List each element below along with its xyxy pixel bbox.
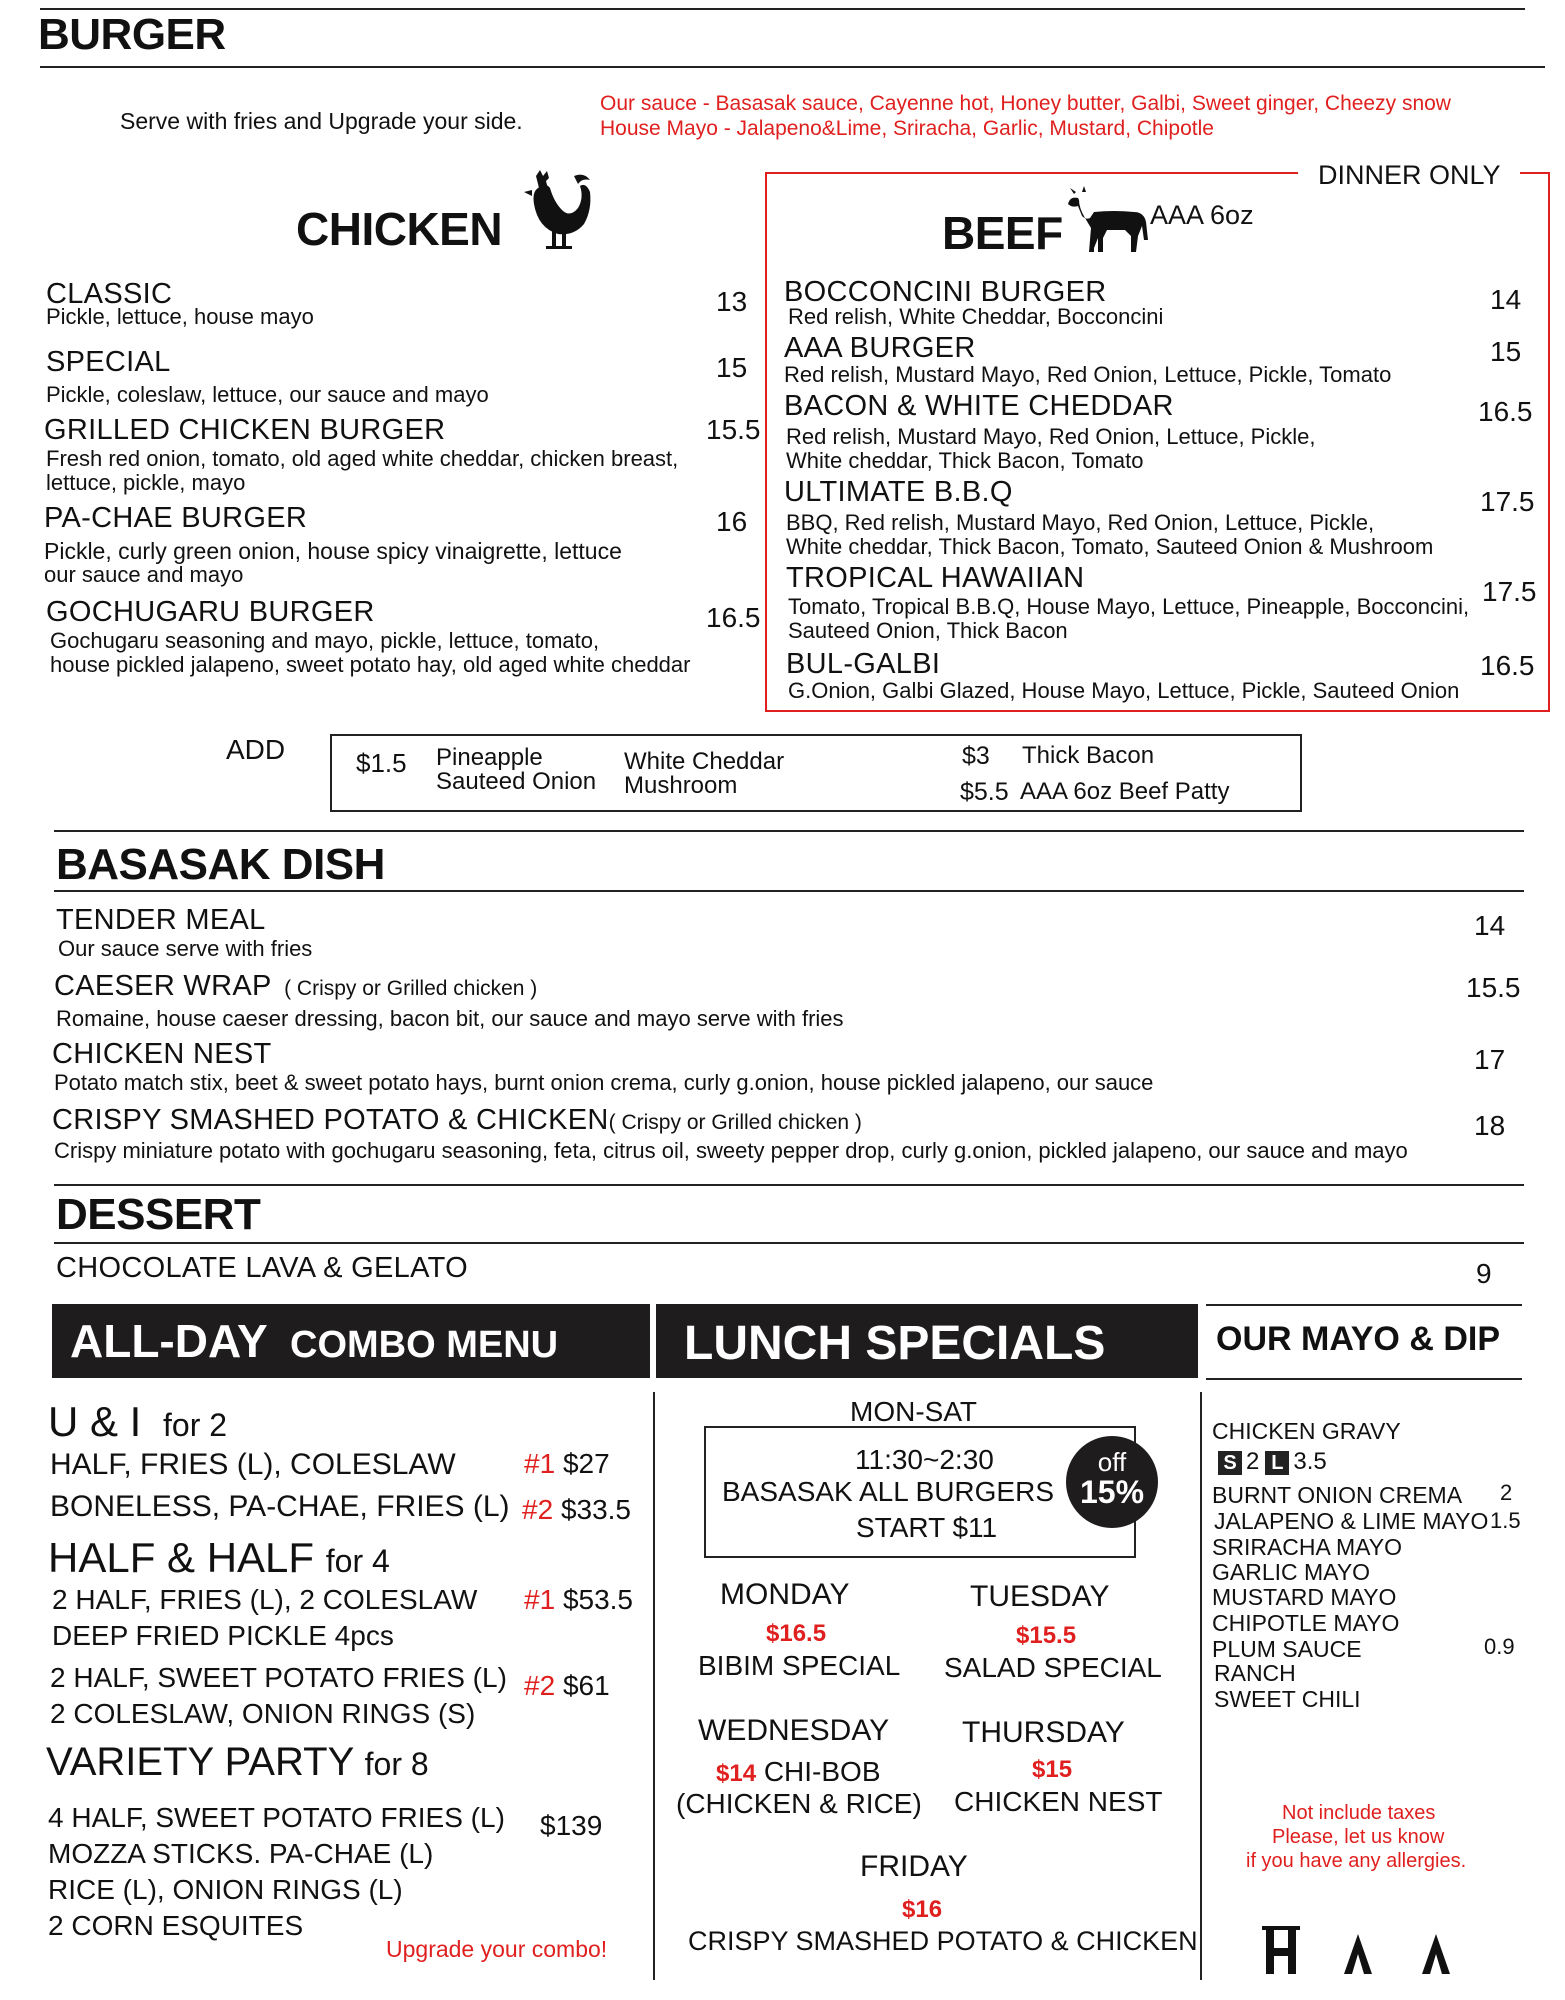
add-option: Mushroom: [624, 772, 738, 799]
mayo-price: 2: [1500, 1480, 1513, 1505]
combo-line: 2 CORN ESQUITES: [48, 1910, 304, 1941]
combo-price-value: $27: [562, 1448, 610, 1479]
day-item: CRISPY SMASHED POTATO & CHICKEN: [688, 1926, 1198, 1956]
combo-line: BONELESS, PA-CHAE, FRIES (L): [50, 1490, 510, 1523]
burger-section-title: BURGER: [38, 10, 226, 59]
list-item: [786, 562, 1469, 643]
discount-badge: [1066, 1436, 1158, 1528]
item-desc: Romaine, house caeser dressing, bacon bit, our sauce and mayo serve with fries: [56, 1006, 844, 1031]
combo-price-value: $139: [540, 1810, 603, 1841]
item-desc: White cheddar, Thick Bacon, Tomato: [786, 448, 1144, 473]
mayo-item: SWEET CHILI: [1214, 1686, 1361, 1712]
add-price-3: $5.5: [960, 778, 1009, 806]
size-l-chip: L: [1265, 1451, 1289, 1475]
lunch-promo-line: BASASAK ALL BURGERS: [722, 1476, 1054, 1507]
combo-line: RICE (L), ONION RINGS (L): [48, 1874, 403, 1905]
item-price: 17.5: [1482, 576, 1537, 607]
item-desc: Fresh red onion, tomato, old aged white cheddar, chicken breast,: [46, 446, 679, 471]
item-name: GRILLED CHICKEN BURGER: [44, 414, 446, 446]
item-price: 16.5: [1478, 396, 1533, 427]
day-price: $15: [1032, 1756, 1073, 1783]
list-item: [56, 904, 312, 961]
combo-title-a: ALL-DAY: [70, 1315, 268, 1367]
item-desc: Red relish, Mustard Mayo, Red Onion, Lettuce, Pickle, Tomato: [784, 362, 1392, 387]
cow-icon: [1068, 184, 1148, 252]
combo-line: 2 HALF, FRIES (L), 2 COLESLAW: [52, 1584, 478, 1615]
mayo-price: 0.9: [1484, 1634, 1515, 1659]
item-price: 16: [716, 506, 748, 537]
day-price: $14: [716, 1760, 757, 1787]
list-item: [54, 970, 844, 1031]
item-desc: Pickle, coleslaw, lettuce, our sauce and mayo: [46, 382, 489, 407]
day-label: WEDNESDAY: [698, 1714, 890, 1747]
item-desc: Sauteed Onion, Thick Bacon: [788, 618, 1068, 643]
item-price: 16.5: [1480, 650, 1535, 681]
item-price: 15: [716, 352, 748, 383]
add-option: AAA 6oz Beef Patty: [1020, 778, 1230, 805]
item-note: ( Crispy or Grilled chicken ): [284, 977, 538, 1000]
tax-note: Not include taxes: [1282, 1802, 1436, 1824]
item-price: 15.5: [706, 414, 761, 445]
combo-number: #2: [524, 1670, 556, 1701]
item-desc: Pickle, curly green onion, house spicy vinaigrette, lettuce: [44, 538, 622, 564]
list-item: [52, 1038, 1153, 1095]
serve-note: Serve with fries and Upgrade your side.: [120, 108, 523, 134]
item-desc: Tomato, Tropical B.B.Q, House Mayo, Lettuce, Pineapple, Bocconcini,: [788, 594, 1470, 619]
combo-vp-for: for 8: [364, 1746, 429, 1782]
item-name: SPECIAL: [46, 346, 171, 378]
combo-price-value: $33.5: [560, 1494, 632, 1525]
lunch-header: [656, 1304, 1198, 1378]
mayo-item: PLUM SAUCE: [1212, 1636, 1362, 1662]
dessert-section-title: DESSERT: [56, 1190, 261, 1239]
combo-ui-title: U & I: [48, 1398, 142, 1445]
day-label: FRIDAY: [860, 1850, 968, 1883]
add-option: Pineapple: [436, 744, 543, 771]
item-desc: our sauce and mayo: [44, 562, 244, 587]
combo-header: [52, 1304, 650, 1378]
combo-price: [524, 1448, 610, 1480]
list-item: [46, 278, 314, 329]
combo-hh-heading: [48, 1534, 390, 1582]
combo-line: 2 COLESLAW, ONION RINGS (S): [50, 1698, 476, 1729]
item-price: 14: [1474, 910, 1506, 941]
item-name: PA-CHAE BURGER: [44, 502, 308, 534]
combo-vp-heading: [46, 1740, 429, 1785]
combo-price: [524, 1584, 633, 1616]
mayo-item: CHIPOTLE MAYO: [1212, 1610, 1400, 1636]
combo-title-b: COMBO MENU: [290, 1324, 559, 1366]
list-item: [786, 648, 1459, 703]
item-name: AAA BURGER: [784, 332, 976, 364]
combo-number: #1: [524, 1584, 556, 1615]
item-price: 14: [1490, 284, 1522, 315]
allergy-note-1: Please, let us know: [1272, 1826, 1445, 1848]
item-price: 15.5: [1466, 972, 1521, 1003]
item-name: BOCCONCINI BURGER: [784, 276, 1107, 308]
mayo-size-prices: [1218, 1448, 1327, 1476]
combo-line: HALF, FRIES (L), COLESLAW: [50, 1448, 456, 1481]
beef-subtitle: AAA 6oz: [1150, 200, 1254, 230]
size-s-chip: S: [1218, 1451, 1242, 1475]
list-item: [46, 346, 489, 407]
dessert-name: CHOCOLATE LAVA & GELATO: [56, 1252, 468, 1284]
combo-line: MOZZA STICKS. PA-CHAE (L): [48, 1838, 434, 1869]
add-option: Sauteed Onion: [436, 768, 597, 795]
list-item: [784, 332, 1391, 387]
list-item: [784, 476, 1433, 559]
item-name: BACON & WHITE CHEDDAR: [784, 390, 1174, 422]
list-item: [44, 502, 622, 587]
day-label: MONDAY: [720, 1578, 850, 1611]
item-desc: Gochugaru seasoning and mayo, pickle, lettuce, tomato,: [50, 628, 600, 653]
mayo-title: OUR MAYO & DIP: [1216, 1320, 1501, 1358]
day-item-name: CHI-BOB: [763, 1756, 881, 1787]
day-price: $16: [902, 1896, 943, 1923]
mayo-price: 1.5: [1490, 1508, 1521, 1533]
size-l-price: 3.5: [1293, 1448, 1327, 1475]
day-label: TUESDAY: [970, 1580, 1110, 1613]
combo-ui-heading: [48, 1398, 227, 1446]
item-price: 16.5: [706, 602, 761, 633]
add-label: ADD: [226, 734, 286, 765]
item-desc: Red relish, Mustard Mayo, Red Onion, Lettuce, Pickle,: [786, 424, 1316, 449]
item-name: CLASSIC: [46, 278, 173, 310]
item-price: 17: [1474, 1044, 1506, 1075]
dessert-price: 9: [1476, 1258, 1492, 1289]
list-item: [52, 1104, 1408, 1163]
item-name: CAESER WRAP: [54, 970, 272, 1002]
item-desc: Our sauce serve with fries: [58, 936, 313, 961]
combo-hh-for: for 4: [325, 1543, 390, 1579]
rooster-icon: [518, 170, 594, 252]
combo-price: [522, 1494, 631, 1526]
list-item: [784, 390, 1315, 473]
day-item: BIBIM SPECIAL: [698, 1650, 901, 1681]
mayo-item: CHICKEN GRAVY: [1212, 1418, 1401, 1444]
sauce-list-line1: Our sauce - Basasak sauce, Cayenne hot, Honey butter, Galbi, Sweet ginger, Cheezy snow: [600, 92, 1451, 115]
combo-line: 4 HALF, SWEET POTATO FRIES (L): [48, 1802, 505, 1833]
item-note: ( Crispy or Grilled chicken ): [608, 1111, 862, 1134]
item-name: TROPICAL HAWAIIAN: [786, 562, 1085, 594]
combo-vp-title: VARIETY PARTY: [46, 1740, 354, 1784]
size-s-price: 2: [1246, 1448, 1260, 1475]
lunch-promo-line: START $11: [856, 1512, 998, 1543]
dish-section-title: BASASAK DISH: [56, 840, 385, 889]
mayo-item: GARLIC MAYO: [1212, 1559, 1371, 1585]
mayo-item: BURNT ONION CREMA: [1212, 1482, 1463, 1508]
day-label: THURSDAY: [962, 1716, 1125, 1749]
list-item: [46, 596, 690, 677]
item-price: 13: [716, 286, 748, 317]
logo-mark: [1262, 1926, 1478, 1976]
add-option: Thick Bacon: [1022, 742, 1155, 769]
combo-number: #1: [524, 1448, 556, 1479]
list-item: [44, 414, 678, 495]
sauce-list-line2: House Mayo - Jalapeno&Lime, Sriracha, Garlic, Mustard, Chipotle: [600, 117, 1214, 140]
lunch-days: MON-SAT: [850, 1396, 978, 1427]
chicken-title: CHICKEN: [296, 203, 503, 255]
combo-price: [524, 1670, 610, 1702]
combo-price-value: $61: [562, 1670, 610, 1701]
item-name: CRISPY SMASHED POTATO & CHICKEN: [52, 1104, 609, 1136]
item-desc: Potato match stix, beet & sweet potato hays, burnt onion crema, curly g.onion, house pickled jalapeno, our sauce: [54, 1070, 1154, 1095]
item-name: TENDER MEAL: [56, 904, 266, 936]
item-desc: Pickle, lettuce, house mayo: [46, 304, 314, 329]
add-price-2: $3: [962, 742, 990, 770]
discount-percent: 15%: [1079, 1474, 1145, 1510]
item-price: 17.5: [1480, 486, 1535, 517]
mayo-item: JALAPENO & LIME MAYO: [1214, 1508, 1489, 1534]
item-desc: Crispy miniature potato with gochugaru seasoning, feta, citrus oil, sweety pepper drop, curly g.onion, pickled jalapeno, our sauce and mayo: [54, 1138, 1408, 1163]
day-item: [716, 1756, 881, 1788]
mayo-item: MUSTARD MAYO: [1212, 1584, 1397, 1610]
allergy-note-2: if you have any allergies.: [1246, 1850, 1467, 1872]
upgrade-combo-note: Upgrade your combo!: [386, 1936, 608, 1962]
item-desc: White cheddar, Thick Bacon, Tomato, Sauteed Onion & Mushroom: [786, 534, 1434, 559]
combo-line: 2 HALF, SWEET POTATO FRIES (L): [50, 1662, 507, 1693]
mayo-item: SRIRACHA MAYO: [1212, 1534, 1402, 1560]
mayo-item: RANCH: [1214, 1660, 1296, 1686]
combo-line: DEEP FRIED PICKLE 4pcs: [52, 1620, 394, 1651]
day-price: $16.5: [766, 1620, 827, 1647]
day-item: (CHICKEN & RICE): [676, 1788, 922, 1819]
combo-price-value: $53.5: [562, 1584, 634, 1615]
item-price: 18: [1474, 1110, 1506, 1141]
lunch-time: 11:30~2:30: [855, 1444, 994, 1475]
item-name: CHICKEN NEST: [52, 1038, 272, 1070]
add-option: White Cheddar: [624, 748, 785, 775]
day-price: $15.5: [1016, 1622, 1077, 1649]
dinner-only-label: DINNER ONLY: [1318, 160, 1501, 190]
item-desc: G.Onion, Galbi Glazed, House Mayo, Lettuce, Pickle, Sauteed Onion: [788, 678, 1460, 703]
item-name: BUL-GALBI: [786, 648, 941, 680]
item-desc: house pickled jalapeno, sweet potato hay, old aged white cheddar: [50, 652, 691, 677]
item-desc: BBQ, Red relish, Mustard Mayo, Red Onion, Lettuce, Pickle,: [786, 510, 1375, 535]
item-name: ULTIMATE B.B.Q: [784, 476, 1013, 508]
combo-hh-title: HALF & HALF: [48, 1534, 315, 1581]
combo-ui-for: for 2: [163, 1407, 228, 1443]
discount-off: off: [1097, 1447, 1127, 1477]
item-name: GOCHUGARU BURGER: [46, 596, 375, 628]
item-price: 15: [1490, 336, 1522, 367]
beef-title: BEEF: [942, 207, 1063, 259]
list-item: [784, 276, 1163, 329]
day-item: CHICKEN NEST: [954, 1786, 1163, 1817]
add-price-1: $1.5: [356, 748, 407, 778]
item-desc: lettuce, pickle, mayo: [46, 470, 246, 495]
day-item: SALAD SPECIAL: [944, 1652, 1162, 1683]
item-desc: Red relish, White Cheddar, Bocconcini: [788, 304, 1164, 329]
combo-number: #2: [522, 1494, 554, 1525]
lunch-title: LUNCH SPECIALS: [684, 1317, 1106, 1370]
